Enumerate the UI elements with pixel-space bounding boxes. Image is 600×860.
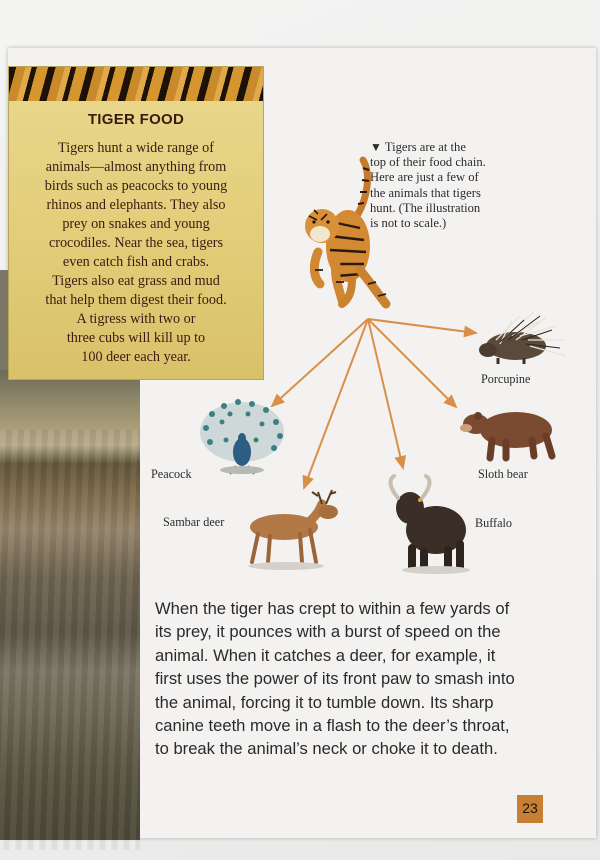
arrow-to-sambar-deer [304, 319, 368, 488]
caption-line: the animals that tigers [370, 185, 481, 200]
food-chain-arrows [272, 319, 476, 488]
sidebar-line: that help them digest their food. [45, 292, 227, 308]
label-sloth-bear: Sloth bear [478, 467, 528, 481]
label-buffalo: Buffalo [475, 516, 513, 530]
sidebar-line: Tigers also eat grass and mud [52, 273, 220, 289]
body-line: its prey, it pounces with a burst of speed on the [155, 622, 501, 642]
sidebar-line: Tigers hunt a wide range of [58, 140, 214, 156]
body-line: to break the animal’s neck or choke it to death. [155, 739, 498, 759]
sidebar-line: rhinos and elephants. They also [46, 197, 226, 213]
sambar-deer-illustration [248, 490, 338, 570]
tiger-illustration [305, 160, 386, 304]
arrow-to-buffalo [368, 319, 403, 468]
body-line: the animal, forcing it to tumble down. Its sharp [155, 692, 494, 712]
sidebar-line: birds such as peacocks to young [44, 178, 228, 194]
arrow-to-peacock [272, 319, 368, 406]
page-number: 23 [522, 800, 538, 816]
caption-line: top of their food chain. [370, 155, 486, 170]
sidebar-line: even catch fish and crabs. [62, 254, 210, 270]
sidebar-line: animals—almost anything from [45, 159, 227, 175]
caption-line: is not to scale.) [370, 216, 447, 231]
porcupine-illustration [479, 312, 566, 364]
peacock-illustration [200, 399, 284, 474]
sidebar-line: A tigress with two or [76, 311, 196, 327]
sidebar-title: TIGER FOOD [87, 111, 185, 128]
body-line: canine teeth move in a flash to the deer’s throat, [155, 716, 510, 736]
label-porcupine: Porcupine [481, 372, 531, 386]
label-peacock: Peacock [151, 467, 192, 481]
sidebar-line: prey on snakes and young [62, 216, 210, 232]
caption-line: Here are just a few of [370, 170, 479, 185]
caption-line: hunt. (The illustration [370, 200, 481, 215]
sidebar-line: 100 deer each year. [81, 349, 191, 365]
triangle-marker-icon: ▼ [370, 140, 382, 154]
body-line: animal. When it catches a deer, for example, it [155, 645, 496, 665]
sidebar-line: crocodiles. Near the sea, tigers [48, 235, 224, 251]
main-body-text [155, 597, 545, 761]
arrow-to-porcupine [368, 319, 476, 333]
arrow-to-sloth-bear [368, 319, 456, 407]
body-line: When the tiger has crept to within a few yards of [155, 599, 510, 618]
body-line: first uses the power of its front paw to smash into [155, 669, 515, 689]
buffalo-illustration [391, 476, 470, 574]
sidebar-line: three cubs will kill up to [66, 330, 206, 346]
sloth-bear-illustration [460, 412, 552, 458]
label-sambar-deer: Sambar deer [163, 515, 225, 529]
caption-line: ▼ Tigers are at the [370, 140, 466, 154]
